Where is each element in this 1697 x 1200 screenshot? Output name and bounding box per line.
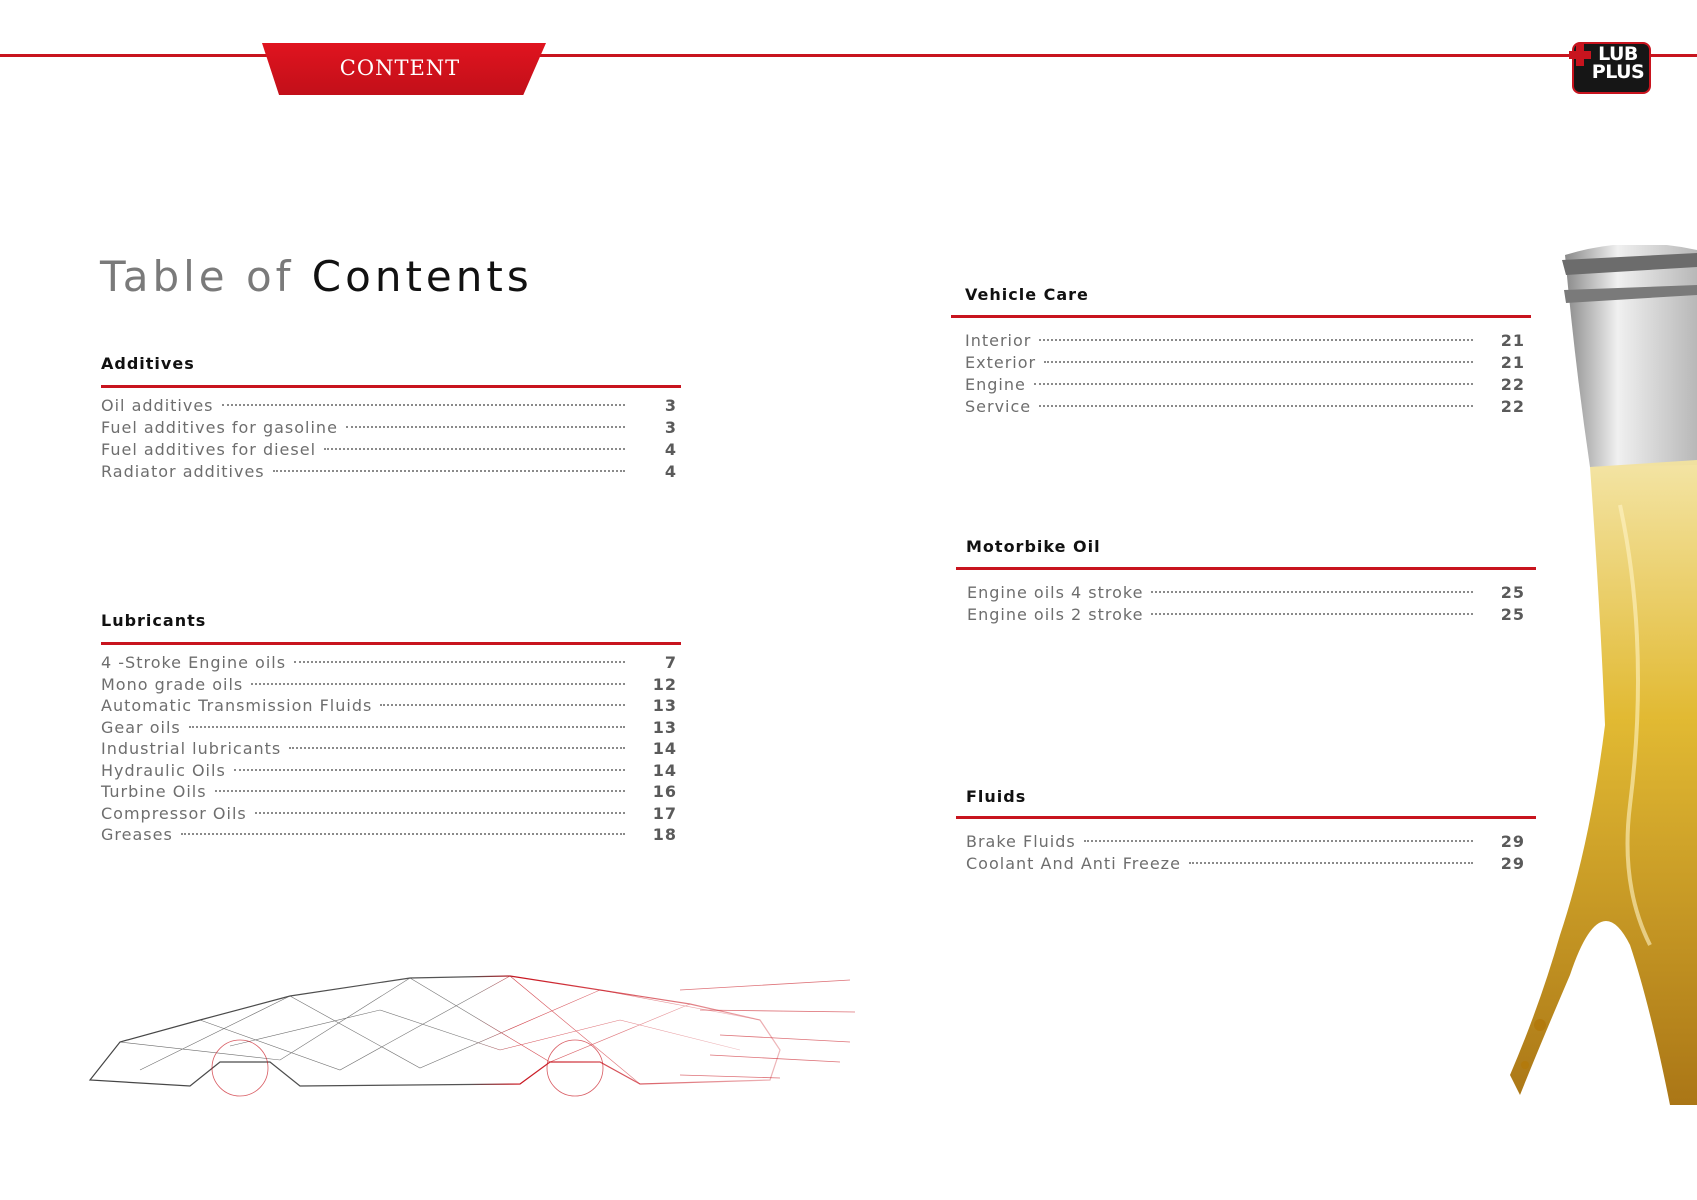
logo-text [1590, 45, 1646, 81]
toc-entry-label: Hydraulic Oils [101, 761, 226, 780]
toc-entry[interactable] [101, 804, 677, 824]
dot-leader [1044, 361, 1473, 363]
page-title-part2: Contents [311, 252, 533, 301]
logo-line1: LUB [1598, 43, 1638, 65]
section-rule [956, 816, 1536, 819]
toc-entry-page: 4 [664, 440, 677, 459]
toc-entry-label: Greases [101, 825, 173, 844]
dot-leader [215, 790, 625, 792]
toc-entry[interactable] [101, 462, 677, 482]
toc-entry[interactable] [966, 832, 1525, 852]
logo-plus-icon-bar [1569, 51, 1591, 59]
section-title: Additives [101, 354, 195, 373]
dot-leader [1151, 591, 1473, 593]
toc-entry-page: 17 [652, 804, 677, 823]
section-title: Vehicle Care [965, 285, 1089, 304]
toc-entry[interactable] [966, 854, 1525, 874]
dot-leader [273, 470, 625, 472]
toc-entry-label: Oil additives [101, 396, 214, 415]
toc-entry-page: 14 [652, 761, 677, 780]
toc-entry-label: Exterior [965, 353, 1037, 372]
dot-leader [255, 812, 625, 814]
toc-entry-page: 16 [652, 782, 677, 801]
toc-entry[interactable] [101, 761, 677, 781]
toc-entry-page: 21 [1500, 331, 1525, 350]
page-title-part1: Table of [100, 252, 312, 301]
header-rule [0, 54, 1697, 57]
toc-entry[interactable] [101, 396, 677, 416]
logo-line2: PLUS [1591, 61, 1645, 83]
toc-entry-label: Automatic Transmission Fluids [101, 696, 373, 715]
toc-entry[interactable] [965, 375, 1525, 395]
toc-entry-label: Gear oils [101, 718, 181, 737]
section-title: Motorbike Oil [966, 537, 1101, 556]
toc-entry-label: Industrial lubricants [101, 739, 282, 758]
toc-entry-page: 13 [652, 718, 677, 737]
dot-leader [324, 448, 625, 450]
toc-entry-page: 22 [1500, 397, 1525, 416]
toc-entry[interactable] [967, 605, 1525, 625]
toc-entry-label: Service [965, 397, 1032, 416]
section-fluids [956, 787, 1536, 887]
wireframe-car-illustration [80, 950, 860, 1100]
toc-entry[interactable] [965, 331, 1525, 351]
toc-entry[interactable] [967, 583, 1525, 603]
toc-entry-page: 7 [664, 653, 677, 672]
toc-entry-label: Interior [965, 331, 1032, 350]
toc-entry-label: Compressor Oils [101, 804, 247, 823]
toc-entry[interactable] [101, 825, 677, 845]
toc-entry-page: 14 [652, 739, 677, 758]
dot-leader [1151, 613, 1473, 615]
toc-entry[interactable] [965, 397, 1525, 417]
toc-entry-label: Engine [965, 375, 1026, 394]
toc-entry-page: 18 [652, 825, 677, 844]
toc-entry[interactable] [101, 718, 677, 738]
section-rule [956, 567, 1536, 570]
dot-leader [234, 769, 625, 771]
dot-leader [181, 833, 625, 835]
oil-splash-illustration [1480, 245, 1697, 1105]
toc-entry[interactable] [965, 353, 1525, 373]
section-vehicle-care [951, 285, 1531, 425]
section-title: Lubricants [101, 611, 207, 630]
dot-leader [1084, 840, 1473, 842]
dot-leader [1189, 862, 1473, 864]
toc-entry-label: Brake Fluids [966, 832, 1076, 851]
toc-entry-label: Mono grade oils [101, 675, 244, 694]
toc-entry[interactable] [101, 440, 677, 460]
toc-entry-page: 29 [1500, 832, 1525, 851]
toc-entry-page: 3 [664, 418, 677, 437]
toc-entry-page: 22 [1500, 375, 1525, 394]
toc-entry-label: Fuel additives for diesel [101, 440, 317, 459]
dot-leader [380, 704, 625, 706]
toc-entry-page: 25 [1500, 605, 1525, 624]
toc-entry-label: Turbine Oils [101, 782, 207, 801]
toc-entry-label: Coolant And Anti Freeze [966, 854, 1181, 873]
section-lubricants [101, 611, 681, 851]
section-rule [101, 642, 681, 645]
toc-entry[interactable] [101, 782, 677, 802]
toc-entry-label: Fuel additives for gasoline [101, 418, 338, 437]
section-additives [101, 354, 681, 484]
toc-entry-page: 13 [652, 696, 677, 715]
toc-entry[interactable] [101, 418, 677, 438]
toc-entry-label: Engine oils 2 stroke [967, 605, 1144, 624]
section-title: Fluids [966, 787, 1027, 806]
dot-leader [289, 747, 625, 749]
toc-entry[interactable] [101, 739, 677, 759]
dot-leader [1034, 383, 1473, 385]
dot-leader [251, 683, 625, 685]
toc-entry-page: 25 [1500, 583, 1525, 602]
toc-entry-page: 29 [1500, 854, 1525, 873]
dot-leader [294, 661, 625, 663]
toc-entry-page: 3 [664, 396, 677, 415]
dot-leader [189, 726, 625, 728]
dot-leader [1039, 339, 1473, 341]
toc-entry[interactable] [101, 696, 677, 716]
toc-entry-page: 12 [652, 675, 677, 694]
toc-entry[interactable] [101, 675, 677, 695]
toc-entry-label: 4 -Stroke Engine oils [101, 653, 287, 672]
section-rule [101, 385, 681, 388]
toc-entry[interactable] [101, 653, 677, 673]
toc-entry-page: 21 [1500, 353, 1525, 372]
section-motorbike-oil [956, 537, 1536, 637]
toc-entry-label: Engine oils 4 stroke [967, 583, 1144, 602]
dot-leader [222, 404, 626, 406]
toc-entry-page: 4 [664, 462, 677, 481]
dot-leader [346, 426, 625, 428]
page-title [100, 252, 533, 301]
content-tab-label: CONTENT [339, 56, 461, 80]
section-rule [951, 315, 1531, 318]
toc-entry-label: Radiator additives [101, 462, 265, 481]
dot-leader [1039, 405, 1473, 407]
